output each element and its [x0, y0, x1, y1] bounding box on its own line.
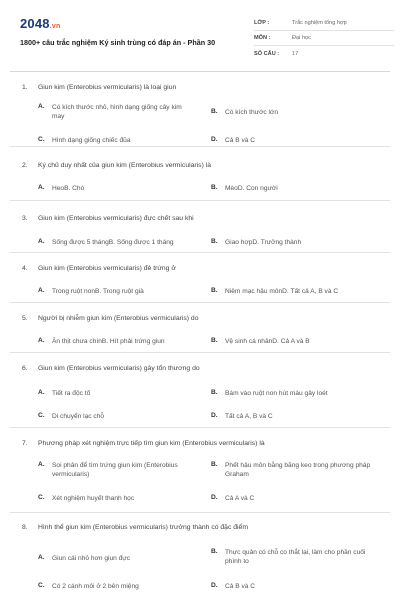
question-text [22, 84, 176, 91]
option-c[interactable] [38, 412, 104, 421]
option-letter: A. [38, 461, 45, 468]
option-letter: D. [211, 494, 218, 501]
option-letter: C. [38, 582, 45, 589]
question-divider [10, 200, 390, 201]
question-stem: Ký chủ duy nhất của giun kim (Enterobius vermicularis) là [38, 162, 212, 169]
option-b[interactable] [211, 238, 301, 247]
option-c[interactable] [38, 494, 134, 503]
question-text [22, 265, 176, 272]
option-text: Bám vào ruột non hút máu gây loét [225, 390, 328, 397]
question-divider [10, 252, 390, 253]
question-stem: Giun kim (Enterobius vermicularis) gây tổn thương do [38, 365, 200, 372]
question-divider [10, 302, 390, 303]
question-stem: Giun kim (Enterobius vermicularis) là loại giun [38, 84, 177, 91]
meta-label: LỚP : [254, 20, 270, 26]
option-letter: B. [211, 184, 218, 191]
question-number: 4. [22, 265, 28, 272]
option-letter: A. [38, 184, 45, 191]
question-text [22, 315, 198, 322]
question-number: 7. [22, 440, 28, 447]
option-c[interactable] [38, 136, 130, 145]
option-letter: B. [211, 108, 218, 115]
option-letter: A. [38, 337, 45, 344]
option-text: Tất cả A, B và C [225, 413, 273, 420]
option-text: Di chuyển lạc chỗ [52, 413, 105, 420]
meta-value: 17 [292, 50, 299, 57]
option-text: Vệ sinh cá nhânD. Cả A và B [225, 338, 310, 345]
question-stem: Giun kim (Enterobius vermicularis) đẻ trứng ở [38, 265, 176, 272]
option-text: Cả B và C [225, 583, 256, 590]
option-letter: C. [38, 494, 45, 501]
meta-label: MÔN : [254, 35, 271, 41]
option-text: Có kích thước nhỏ, hình dạng giống cây kim may [52, 104, 182, 120]
option-text: MèoD. Con người [225, 185, 278, 192]
question-text [22, 162, 211, 169]
option-text: Thực quản có chỗ co thắt lại, làm cho phần cuối phình to [225, 549, 366, 565]
option-text: Giun cái nhỏ hơn giun đực [52, 555, 131, 562]
option-b[interactable] [211, 461, 375, 479]
option-text: Có kích thước lớn [225, 109, 279, 116]
question-stem: Phương pháp xét nghiệm trực tiếp tìm giun kim (Enterobius vermicularis) là [38, 440, 265, 447]
option-letter: D. [211, 412, 218, 419]
option-letter: C. [38, 412, 45, 419]
question-text [22, 440, 265, 447]
option-letter: B. [211, 389, 218, 396]
option-letter: A. [38, 389, 45, 396]
meta-value: Trắc nghiệm tổng hợp [292, 20, 347, 26]
site-logo[interactable] [20, 16, 60, 31]
meta-row-subject [254, 31, 394, 46]
option-b[interactable] [211, 108, 278, 117]
option-letter: A. [38, 287, 45, 294]
option-a[interactable] [38, 389, 90, 398]
option-text: Phết hậu môn bằng băng keo trong phương pháp Graham [225, 462, 371, 478]
logo-main: 2048 [20, 16, 50, 31]
option-d[interactable] [211, 494, 254, 503]
question-text [22, 215, 194, 222]
option-b[interactable] [211, 337, 310, 346]
question-text [22, 365, 200, 372]
option-d[interactable] [211, 136, 255, 145]
option-b[interactable] [211, 548, 375, 566]
question-divider [10, 352, 390, 353]
option-letter: B. [211, 287, 218, 294]
question-divider [10, 146, 390, 147]
option-letter: B. [211, 238, 218, 245]
option-text: Niêm mạc hậu mônD. Tất cả A, B và C [225, 288, 339, 295]
option-text: Hình dạng giống chiếc đũa [52, 137, 131, 144]
option-letter: D. [211, 582, 218, 589]
question-number: 5. [22, 315, 28, 322]
option-c[interactable] [38, 582, 139, 591]
option-letter: B. [211, 548, 218, 555]
option-text: Có 2 cánh môi ở 2 bên miệng [52, 583, 139, 590]
option-letter: D. [211, 136, 218, 143]
question-number: 6. [22, 365, 28, 372]
question-stem: Người bị nhiễm giun kim (Enterobius vermicularis) do [38, 315, 199, 322]
option-a[interactable] [38, 103, 188, 121]
option-d[interactable] [211, 582, 255, 591]
option-a[interactable] [38, 287, 144, 296]
option-text: Giao hợpD. Trưởng thành [225, 239, 302, 246]
question-stem: Giun kim (Enterobius vermicularis) đực chết sau khi [38, 215, 194, 222]
exam-meta-table [254, 16, 394, 61]
question-stem: Hình thể giun kim (Enterobius vermicularis) trưởng thành có đặc điểm [38, 524, 248, 531]
question-divider [10, 512, 390, 513]
option-letter: A. [38, 554, 45, 561]
option-text: Soi phân để tìm trứng giun kim (Enterobius vermicularis) [52, 462, 178, 478]
option-letter: A. [38, 103, 45, 110]
question-number: 2. [22, 162, 28, 169]
option-b[interactable] [211, 184, 278, 193]
question-divider [10, 427, 390, 428]
option-text: Tiết ra độc tố [52, 390, 91, 397]
option-b[interactable] [211, 287, 338, 296]
option-d[interactable] [211, 412, 273, 421]
option-text: Ăn thịt chưa chínB. Hít phải trứng giun [52, 338, 165, 345]
logo-suffix: .vn [49, 23, 61, 30]
option-text: HeoB. Chó [52, 185, 85, 192]
question-text [22, 524, 248, 531]
question-number: 8. [22, 524, 28, 531]
option-letter: B. [211, 337, 218, 344]
option-text: Cả A và C [225, 495, 255, 502]
document-title: 1800+ câu trắc nghiệm Ký sinh trùng có đáp án - Phần 30 [20, 38, 216, 47]
option-letter: B. [211, 461, 218, 468]
meta-value: Đại học [292, 35, 311, 41]
option-text: Cả B và C [225, 137, 256, 144]
option-text: Xét nghiệm huyết thanh học [52, 495, 135, 502]
option-a[interactable] [38, 461, 197, 479]
option-text: Sống được 5 thángB. Sống được 1 tháng [52, 239, 174, 246]
question-number: 1. [22, 84, 28, 91]
option-letter: C. [38, 136, 45, 143]
option-text: Trong ruột nonB. Trong ruột già [52, 288, 144, 295]
option-a[interactable] [38, 238, 174, 247]
meta-label: SỐ CÂU : [254, 50, 280, 57]
option-letter: A. [38, 238, 45, 245]
option-a[interactable] [38, 184, 84, 193]
meta-row-class [254, 16, 394, 31]
exam-header [10, 10, 390, 72]
question-number: 3. [22, 215, 28, 222]
option-a[interactable] [38, 337, 165, 346]
meta-row-count [254, 46, 394, 61]
option-a[interactable] [38, 554, 130, 563]
option-b[interactable] [211, 389, 328, 398]
